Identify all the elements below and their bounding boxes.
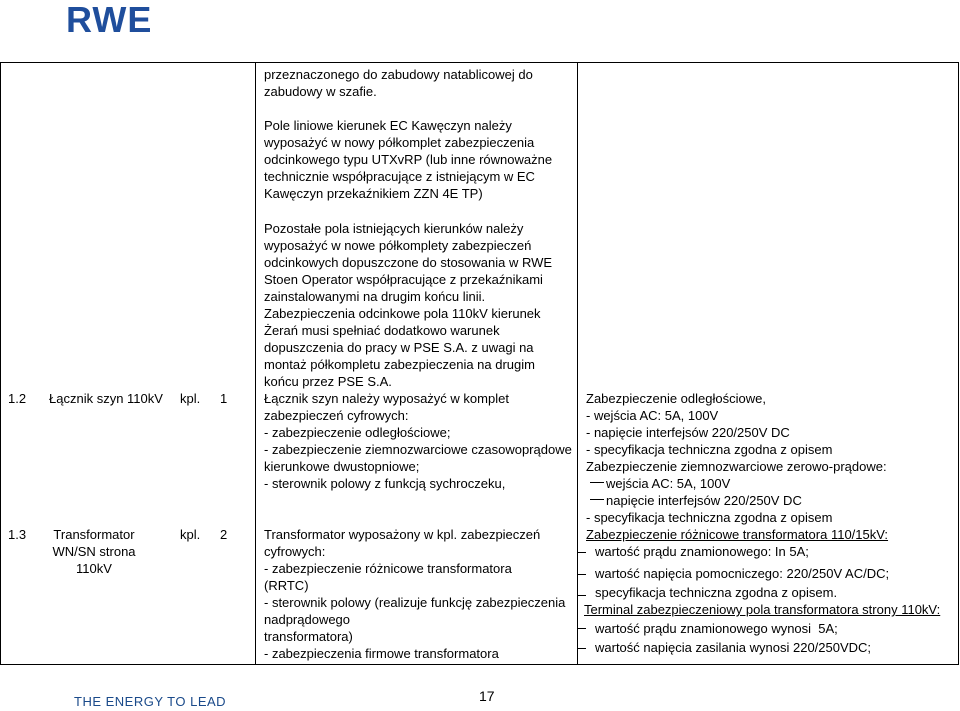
row-1-2-description: Łącznik szyn należy wyposażyć w komplet zabezpieczeń cyfrowych: - zabezpieczenie odległościowe; - zabezpieczenie ziemnozwarciowe czasowoprądowe kierunkowe dwustopniowe; - sterownik polowy z funkcją sychroczeku, <box>264 391 572 491</box>
row-1-2-requirements: Zabezpieczenie odległościowe, - wejścia AC: 5A, 100V - napięcie interfejsów 220/250V DC - specyfikacja techniczna zgodna z opisem Zabezpieczenie ziemnozwarciowe zerowo-prądowe: wejścia AC: 5A, 100V napięcie interfejsów 220/250V DC - specyfikacja techniczna zgodna z opisem <box>586 391 887 525</box>
row-1-3-number: 1.3 <box>8 527 27 542</box>
logo-text: RWE <box>66 2 153 36</box>
bullet-dash <box>578 552 586 553</box>
row-1-2-number: 1.2 <box>8 391 27 406</box>
page-number: 17 <box>479 688 495 704</box>
col-divider-1 <box>255 62 256 665</box>
intro-block-c: Pozostałe pola istniejących kierunków należy wyposażyć w nowe półkomplety zabezpieczeń odcinkowych dopuszczone do stosowania w RWE Stoen Operator współpracujące z przekaźnikami zainstalowanymi na drugim końcu linii. Zabezpieczenia odcinkowe pola 110kV kierunek Żerań musi spełniać dodatkowo warunek dopuszczenia do pracy w PSE S.A. z uwagi na montaż półkompletu zabezpieczenia na drugim końcu przez PSE S.A. <box>264 221 553 389</box>
intro-block-a: przeznaczonego do zabudowy natablicowej do zabudowy w szafie. <box>264 67 533 99</box>
bullet-dash <box>578 628 586 629</box>
intro-block-b: Pole liniowe kierunek EC Kawęczyn należy wyposażyć w nowy półkomplet zabezpieczenia odcinkowego typu UTXvRP (lub inne równoważne technicznie współpracujące z istniejącym w EC Kawęczyn przekaźnikiem ZZN 4E TP) <box>264 118 553 201</box>
row-1-3-description: Transformator wyposażony w kpl. zabezpieczeń cyfrowych: - zabezpieczenie różnicowe transformatora (RRTC) - sterownik polowy (realizuje funkcję zabezpieczenia nadprądowego transformatora) - zabezpieczenia firmowe transformatora <box>264 527 566 661</box>
rwe-logo <box>64 2 170 36</box>
bullet-dash <box>578 574 586 575</box>
footer-tagline: THE ENERGY TO LEAD <box>74 694 227 709</box>
row-1-2-qty: 1 <box>220 391 228 406</box>
row-1-3-qty: 2 <box>220 527 228 542</box>
bullet-dash <box>578 595 586 596</box>
req-item: specyfikacja techniczna zgodna z opisem. <box>595 585 838 600</box>
row-1-3-name: Transformator WN/SN strona 110kV <box>52 527 136 576</box>
row-1-3-req-heading-1: Zabezpieczenie różnicowe transformatora 110/15kV: <box>586 527 889 542</box>
bullet-dash <box>578 648 586 649</box>
row-1-3-unit: kpl. <box>180 527 201 542</box>
bullet-dash <box>590 499 604 500</box>
row-1-2-unit: kpl. <box>180 391 201 406</box>
row-1-3-req-heading-2: Terminal zabezpieczeniowy pola transformatora strony 110kV: <box>584 602 941 617</box>
req-item: wartość prądu znamionowego: In 5A; <box>595 544 809 559</box>
req-item: wartość napięcia zasilania wynosi 220/250VDC; <box>595 640 872 655</box>
req-item: wartość napięcia pomocniczego: 220/250V AC/DC; <box>595 566 890 581</box>
bullet-dash <box>590 482 604 483</box>
row-1-2-name: Łącznik szyn 110kV <box>49 391 163 406</box>
req-item: wartość prądu znamionowego wynosi 5A; <box>595 621 838 636</box>
